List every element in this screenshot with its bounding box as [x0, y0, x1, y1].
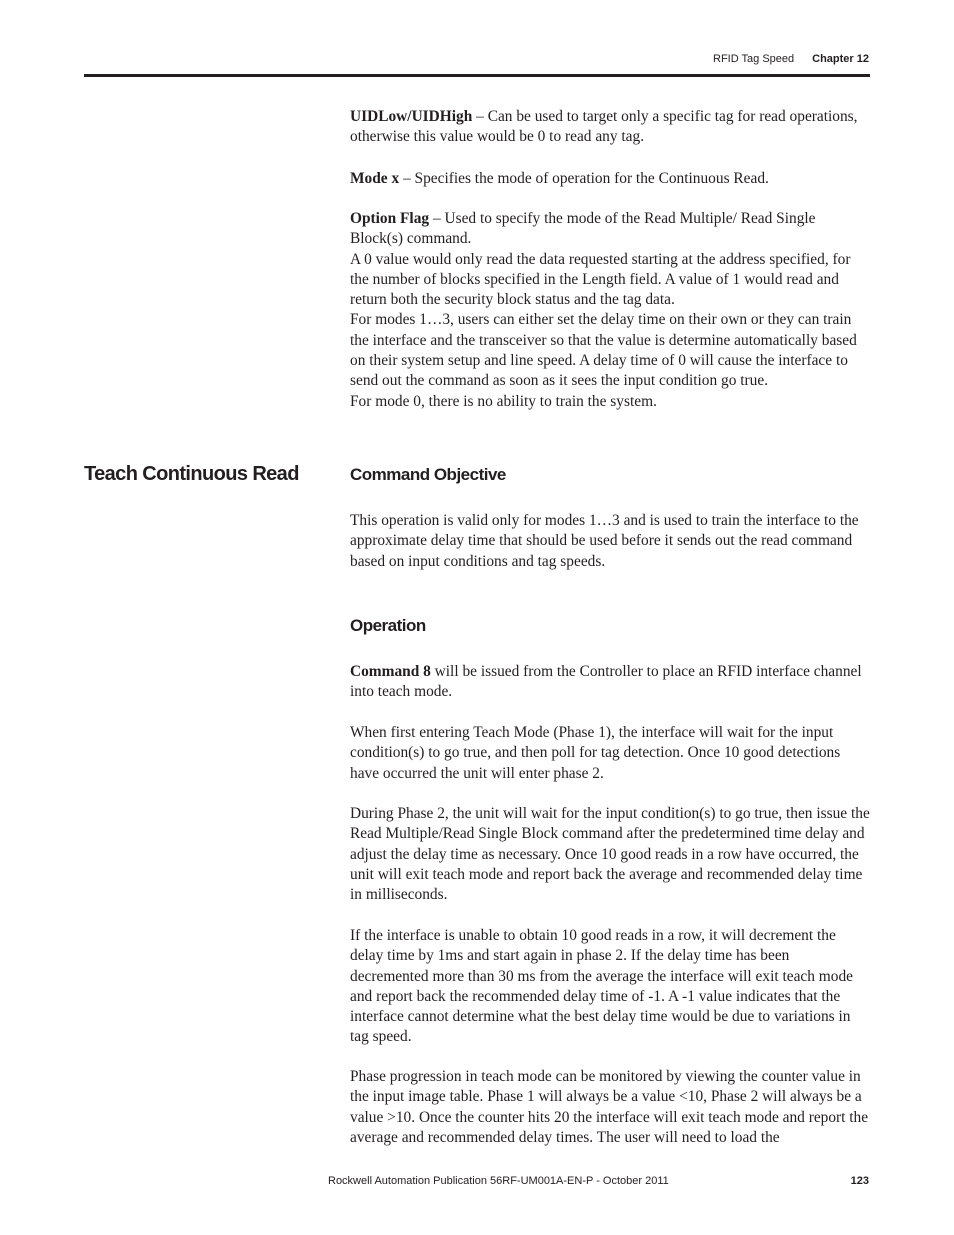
command-objective-paragraph: This operation is valid only for modes 1…3 and is used to train the interface to the approximate delay time that should be used before it sends out the read command based on input conditions and tag speeds.	[350, 512, 859, 570]
header-section: RFID Tag Speed	[713, 53, 795, 65]
header-chapter: Chapter 12	[812, 53, 869, 65]
section-title: Teach Continuous Read	[84, 463, 299, 485]
operation-paragraph-3	[350, 804, 870, 905]
option-term: Option Flag	[350, 210, 430, 227]
operation-paragraph-2	[350, 723, 870, 784]
operation-paragraph-5	[350, 1067, 870, 1148]
phase-1-paragraph: When first entering Teach Mode (Phase 1), the interface will wait for the input condition(s) to go true, and then poll for tag detection. Once 10 good detections have occurred the unit will enter phase 2.	[350, 724, 841, 782]
command-objective-text	[350, 511, 870, 572]
uid-term: UIDLow/UIDHigh	[350, 108, 473, 125]
operation-paragraph-1	[350, 662, 870, 703]
uid-text: – Can be used to target only a specific tag for read operations, otherwise this value would be 0 to read any tag.	[350, 108, 858, 146]
option-paragraph-3: For modes 1…3, users can either set the delay time on their own or they can train the interface and the transceiver so that the value is determine automatically based on their system setup and line speed. A delay time of 0 will cause the interface to send out the command as soon as it sees the input condition go true.	[350, 311, 857, 390]
operation-heading: Operation	[350, 616, 426, 635]
option-flag-block	[350, 209, 870, 412]
decrement-paragraph: If the interface is unable to obtain 10 good reads in a row, it will decrement the delay time by 1ms and start again in phase 2. If the delay time has been decremented more than 30 ms from the average the interface will exit teach mode and report back the recommended delay time of -1. A -1 value indicates that the interface cannot determine what the best delay time would be due to variations in tag speed.	[350, 927, 853, 1046]
mode-paragraph	[350, 169, 870, 189]
phase-2-paragraph: During Phase 2, the unit will wait for the input condition(s) to go true, then issue the Read Multiple/Read Single Block command after the predetermined time delay and adjust the delay time as necessary. Once 10 good reads in a row have occurred, the unit will exit teach mode and report back the average and recommended delay time in milliseconds.	[350, 805, 870, 904]
footer-publication: Rockwell Automation Publication 56RF-UM001A-EN-P - October 2011	[328, 1175, 669, 1187]
uid-paragraph	[350, 107, 870, 148]
phase-progression-paragraph: Phase progression in teach mode can be monitored by viewing the counter value in the input image table. Phase 1 will always be a value <10, Phase 2 will always be a value >10. Once the counter hits 20 the interface will exit teach mode and report the average and recommended delay times. The user will need to load the	[350, 1068, 869, 1146]
mode-text: – Specifies the mode of operation for the Continuous Read.	[399, 170, 769, 187]
option-paragraph-2: A 0 value would only read the data requested starting at the address specified, for the number of blocks specified in the Length field. A value of 1 would read and return both the security block status and the tag data.	[350, 250, 851, 309]
running-header	[713, 53, 869, 65]
option-text: – Used to specify the mode of the Read Multiple/ Read Single Block(s) command.	[350, 210, 816, 248]
header-rule	[84, 74, 870, 77]
command-8-text: will be issued from the Controller to place an RFID interface channel into teach mode.	[350, 663, 862, 701]
option-paragraph-4: For mode 0, there is no ability to train the system.	[350, 392, 657, 410]
mode-term: Mode x	[350, 170, 400, 187]
command-8-term: Command 8	[350, 663, 431, 680]
command-objective-heading: Command Objective	[350, 465, 506, 484]
footer-page-number: 123	[850, 1175, 869, 1187]
operation-paragraph-4	[350, 926, 870, 1048]
